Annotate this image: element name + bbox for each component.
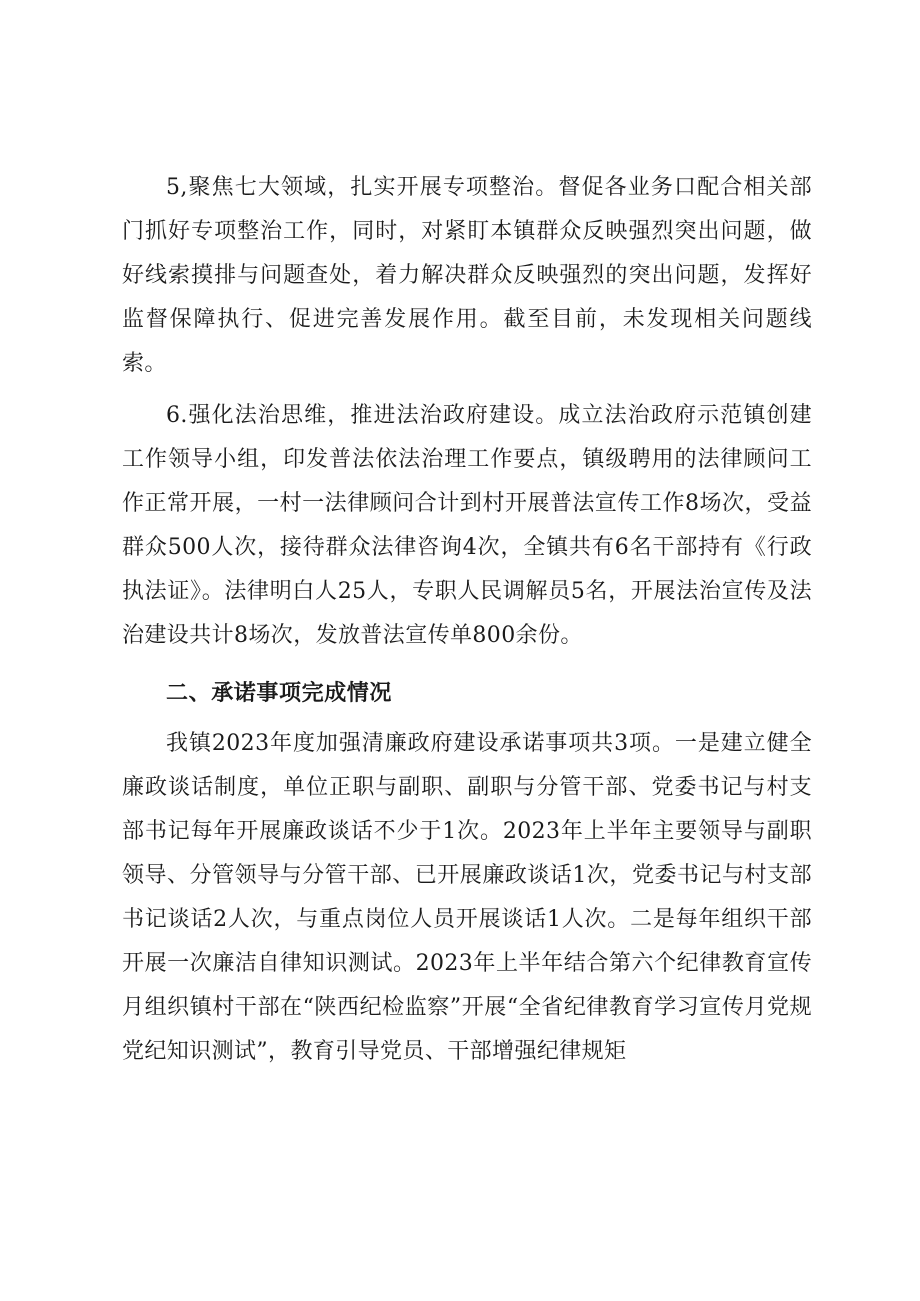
paragraph-commitments: 我镇2023年度加强清廉政府建设承诺事项共3项。一是建立健全廉政谈话制度，单位正职与副职、副职与分管干部、党委书记与村支部书记每年开展廉政谈话不少于1次。2023年上半年主要领导与副职领导、分管领导与分管干部、已开展廉政谈话1次，党委书记与村支部书记谈话2人次，与重点岗位人员开展谈话1人次。二是每年组织干部开展一次廉洁自律知识测试。2023年上半年结合第六个纪律教育宣传月组织镇村干部在“陕西纪检监察”开展“全省纪律教育学习宣传月党规党纪知识测试”，教育引导党员、干部增强纪律规矩 — [122, 731, 812, 1064]
document-body — [122, 166, 812, 1074]
section-heading: 二、承诺事项完成情况 — [166, 681, 393, 706]
paragraph-item-6: 6.强化法治思维，推进法治政府建设。成立法治政府示范镇创建工作领导小组，印发普法依法治理工作要点，镇级聘用的法律顾问工作正常开展，一村一法律顾问合计到村开展普法宣传工作8场次，受益群众500人次，接待群众法律咨询4次，全镇共有6名干部持有《行政执法证》。法律明白人25人，专职人民调解员5名，开展法治宣传及法治建设共计8场次，发放普法宣传单800余份。 — [122, 403, 812, 648]
paragraph-item-5: 5,聚焦七大领域，扎实开展专项整治。督促各业务口配合相关部门抓好专项整治工作，同时，对紧盯本镇群众反映强烈突出问题，做好线索摸排与问题查处，着力解决群众反映强烈的突出问题，发挥好监督保障执行、促进完善发展作用。截至目前，未发现相关问题线索。 — [122, 175, 812, 376]
